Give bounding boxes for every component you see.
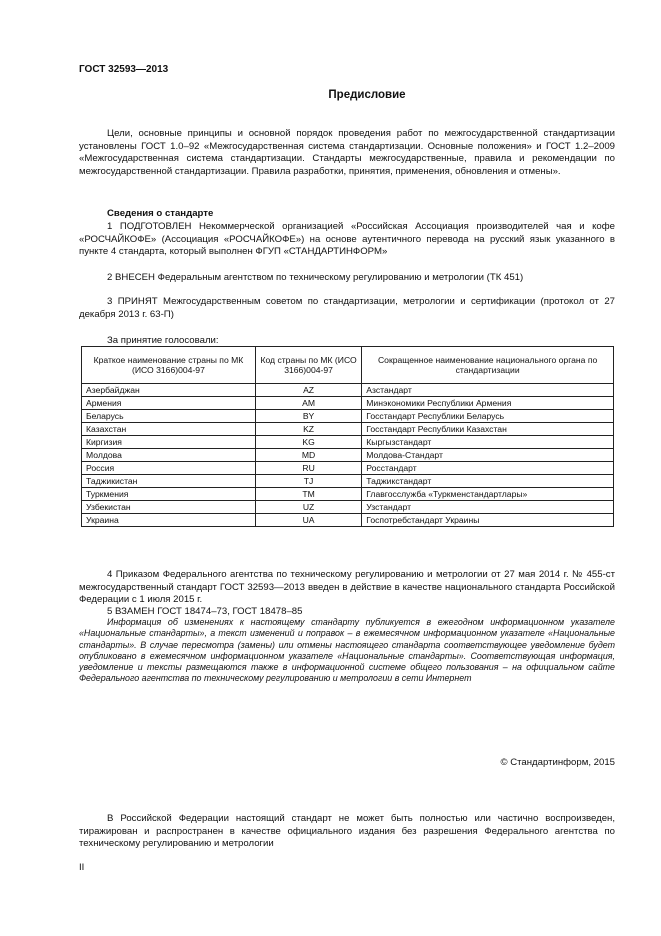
table-row — [82, 449, 614, 462]
country-name: Киргизия — [82, 436, 256, 449]
country-code: UZ — [255, 501, 361, 514]
country-code: TJ — [255, 475, 361, 488]
table-row — [82, 436, 614, 449]
table-row — [82, 410, 614, 423]
page-title: Предисловие — [328, 89, 406, 101]
information-note: Информация об изменениях к настоящему стандарту публикуется в ежегодном информационном указателе «Национальные стандарты», а текст изменений и поправок – в ежемесячном информационном указателе «Национальные стандарты». В случае пересмотра (замены) или отмены настоящего стандарта соответствующее уведомление будет опубликовано в ежемесячном информационном указателе «Национальные стандарты». Соответствующая информация, уведомление и тексты размещаются также в информационной системе общего пользования – на официальном сайте Федерального агентства по техническому регулированию и метрологии в сети Интернет — [79, 617, 615, 684]
standards-body: Молдова-Стандарт — [362, 449, 614, 462]
table-header-row — [82, 347, 614, 384]
standards-body: Главгосслужба «Туркменстандартлары» — [362, 488, 614, 501]
info-item-3: 3 ПРИНЯТ Межгосударственным советом по стандартизации, метрологии и сертификации (протокол от 27 декабря 2013 г. 63-П) — [79, 296, 615, 320]
table-row — [82, 462, 614, 475]
country-code: AZ — [255, 384, 361, 397]
country-name: Казахстан — [82, 423, 256, 436]
table-row — [82, 384, 614, 397]
table-header-code: Код страны по МК (ИСО 3166)004-97 — [255, 347, 361, 384]
info-item-4: 4 Приказом Федерального агентства по техническому регулированию и метрологии от 27 мая 2014 г. № 455-ст межгосударственный стандарт ГОСТ 32593—2013 введен в действие в качестве национального стандарта Российской Федерации с 1 июля 2015 г. — [79, 569, 615, 606]
country-name: Армения — [82, 397, 256, 410]
info-item-2: 2 ВНЕСЕН Федеральным агентством по техническому регулированию и метрологии (ТК 451) — [107, 272, 524, 283]
country-code: BY — [255, 410, 361, 423]
standards-body: Азстандарт — [362, 384, 614, 397]
table-header-country: Краткое наименование страны по МК (ИСО 3166)004-97 — [82, 347, 256, 384]
country-name: Туркмения — [82, 488, 256, 501]
country-name: Молдова — [82, 449, 256, 462]
voting-countries-table — [81, 346, 614, 527]
table-row — [82, 475, 614, 488]
table-row — [82, 488, 614, 501]
copyright-notice: © Стандартинформ, 2015 — [500, 757, 615, 768]
table-row — [82, 514, 614, 527]
country-name: Азербайджан — [82, 384, 256, 397]
country-code: TM — [255, 488, 361, 501]
page-number: II — [79, 862, 85, 873]
standards-body: Кыргызстандарт — [362, 436, 614, 449]
info-heading: Сведения о стандарте — [107, 208, 214, 219]
standards-body: Госстандарт Республики Казахстан — [362, 423, 614, 436]
standards-body: Минэкономики Республики Армения — [362, 397, 614, 410]
table-row — [82, 501, 614, 514]
standards-body: Узстандарт — [362, 501, 614, 514]
reproduction-notice: В Российской Федерации настоящий стандарт не может быть полностью или частично воспроизведен, тиражирован и распространен в качестве официального издания без разрешения Федерального агентства по техническому регулированию и метрологии — [79, 813, 615, 850]
vote-label: За принятие голосовали: — [107, 335, 219, 346]
standards-body: Росстандарт — [362, 462, 614, 475]
country-name: Украина — [82, 514, 256, 527]
country-name: Россия — [82, 462, 256, 475]
table-header-body: Сокращенное наименование национального органа по стандартизации — [362, 347, 614, 384]
country-name: Узбекистан — [82, 501, 256, 514]
info-item-5: 5 ВЗАМЕН ГОСТ 18474–73, ГОСТ 18478–85 — [107, 606, 303, 617]
standards-body: Госстандарт Республики Беларусь — [362, 410, 614, 423]
country-code: MD — [255, 449, 361, 462]
intro-paragraph: Цели, основные принципы и основной порядок проведения работ по межгосударственной стандартизации установлены ГОСТ 1.0–92 «Межгосударственная система стандартизации. Основные положения» и ГОСТ 1.2–2009 «Межгосударственная система стандартизации. Стандарты межгосударственные, правила и рекомендации по межгосударственной стандартизации. Правила разработки, принятия, применения, обновления и отмены». — [79, 128, 615, 177]
country-code: KG — [255, 436, 361, 449]
country-name: Беларусь — [82, 410, 256, 423]
country-code: AM — [255, 397, 361, 410]
standards-body: Госпотребстандарт Украины — [362, 514, 614, 527]
country-code: KZ — [255, 423, 361, 436]
table-row — [82, 423, 614, 436]
country-name: Таджикистан — [82, 475, 256, 488]
country-code: UA — [255, 514, 361, 527]
standards-body: Таджикстандарт — [362, 475, 614, 488]
country-code: RU — [255, 462, 361, 475]
info-item-1: 1 ПОДГОТОВЛЕН Некоммерческой организацией «Российская Ассоциация производителей чая и кофе «РОСЧАЙКОФЕ» (Ассоциация «РОСЧАЙКОФЕ») на основе аутентичного перевода на русский язык указанного в пункте 4 стандарта, который выполнен ФГУП «СТАНДАРТИНФОРМ» — [79, 221, 615, 258]
table-row — [82, 397, 614, 410]
document-code-header: ГОСТ 32593—2013 — [79, 64, 169, 75]
